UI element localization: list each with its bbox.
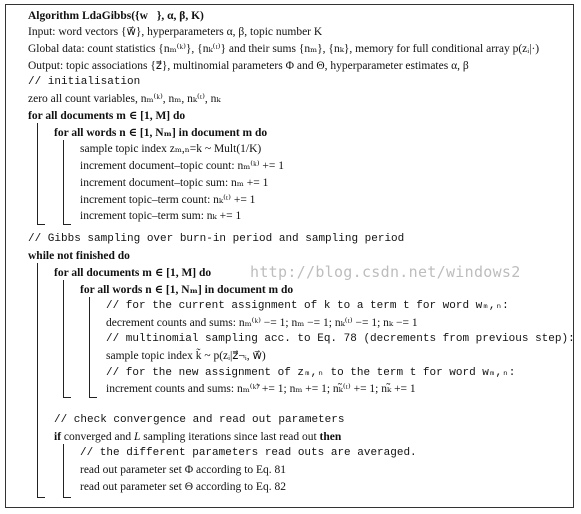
increment-doc-topic-sum: increment document–topic sum: nₘ += 1: [80, 177, 269, 189]
block-bar-if-end: [63, 497, 71, 498]
decrement-counts-line: decrement counts and sums: nₘ⁽ᵏ⁾ −= 1; nₘ −= 1; nₖ⁽ᵗ⁾ −= 1; nₖ −= 1: [106, 317, 418, 329]
block-bar-docs-init-end: [37, 224, 45, 225]
sample-new-topic-line: sample topic index k̃ ~ p(zᵢ|z⃗¬ᵢ, w⃗): [106, 350, 266, 362]
comment-gibbs-sampling: // Gibbs sampling over burn-in period and sampling period: [28, 233, 405, 245]
read-out-theta-line: read out parameter set Θ according to Eq. 82: [80, 481, 286, 493]
algorithm-header: Algorithm LdaGibbs({w⃗}, α, β, K): [28, 10, 204, 22]
increment-topic-term-count: increment topic–term count: nₖ⁽ᵗ⁾ += 1: [80, 194, 256, 206]
for-documents-line: for all documents m ∈ [1, M] do: [28, 110, 186, 122]
for-words-loop-line: for all words n ∈ [1, Nₘ] in document m do: [80, 284, 294, 296]
output-line: Output: topic associations {z⃗}, multinomial parameters Φ and Θ, hyperparameter estimates α, β: [28, 60, 469, 72]
increment-topic-term-sum: increment topic–term sum: nₖ += 1: [80, 210, 242, 222]
sample-topic-line: sample topic index zₘ,ₙ=k ~ Mult(1/K): [80, 143, 262, 155]
watermark: http://blog.csdn.net/windows2: [250, 263, 521, 281]
for-words-line: for all words n ∈ [1, Nₘ] in document m do: [54, 127, 268, 139]
comment-new-assignment: // for the new assignment of zₘ,ₙ to the term t for word wₘ,ₙ:: [106, 367, 516, 379]
zero-counts-line: zero all count variables, nₘ⁽ᵏ⁾, nₘ, nₖ⁽ᵗ⁾, nₖ: [28, 93, 221, 105]
algorithm-figure: [5, 4, 574, 508]
global-data-line: Global data: count statistics {nₘ⁽ᵏ⁾}, {nₖ⁽ᵗ⁾} and their sums {nₘ}, {nₖ}, memory for full conditional array p(zᵢ|·): [28, 43, 540, 55]
block-bar-docs-loop-end: [63, 397, 71, 398]
increment-counts-line: increment counts and sums: nₘ⁽ᵏ̃⁾ += 1; nₘ += 1; nₖ̃⁽ᵗ⁾ += 1; nₖ̃ += 1: [106, 383, 416, 395]
increment-doc-topic-count: increment document–topic count: nₘ⁽ᵏ⁾ += 1: [80, 160, 284, 172]
comment-check-convergence: // check convergence and read out parameters: [54, 414, 345, 426]
block-bar-words-loop: [89, 297, 90, 397]
for-documents-loop-line: for all documents m ∈ [1, M] do: [54, 267, 212, 279]
comment-current-assignment: // for the current assignment of k to a term t for word wₘ,ₙ:: [106, 300, 509, 312]
block-bar-words-init-end: [63, 224, 71, 225]
comment-initialisation: // initialisation: [28, 76, 141, 88]
block-bar-while: [37, 263, 38, 497]
block-bar-docs-init: [37, 123, 38, 224]
block-bar-while-end: [37, 497, 45, 498]
comment-multinomial-sampling: // multinomial sampling acc. to Eq. 78 (decrements from previous step):: [106, 333, 575, 345]
while-line: while not finished do: [28, 250, 130, 262]
if-converged-line: if converged and L sampling iterations since last read out then: [54, 431, 342, 443]
block-bar-words-loop-end: [89, 397, 97, 398]
input-line: Input: word vectors {w⃗}, hyperparameters α, β, topic number K: [28, 26, 323, 38]
comment-averaged: // the different parameters read outs are averaged.: [80, 447, 417, 459]
block-bar-if: [63, 444, 64, 497]
block-bar-docs-loop: [63, 280, 64, 397]
read-out-phi-line: read out parameter set Φ according to Eq. 81: [80, 464, 287, 476]
block-bar-words-init: [63, 140, 64, 224]
